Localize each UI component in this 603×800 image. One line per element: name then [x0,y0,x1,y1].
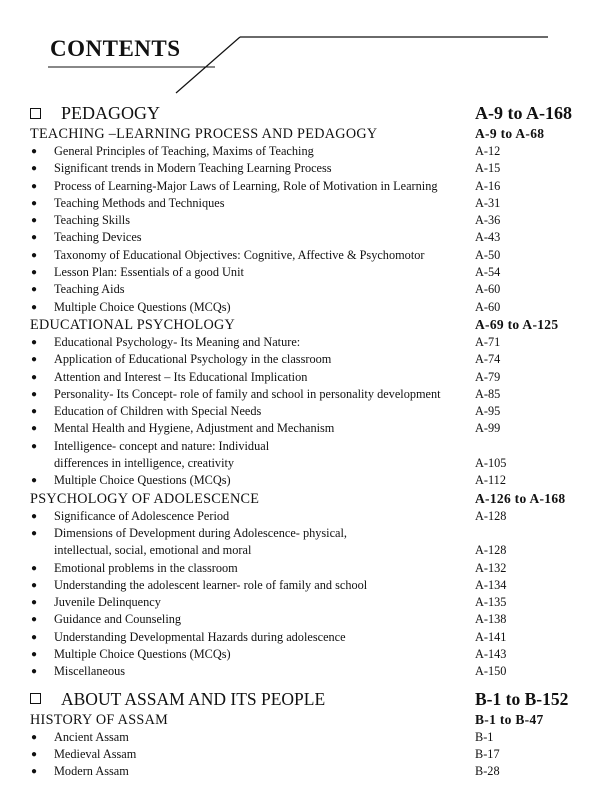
toc-item-line: intellectual, social, emotional and moral [54,543,252,558]
toc-item-page: A-112 [475,473,506,488]
toc-item[interactable] [30,212,575,229]
toc-item-line: Medieval Assam [54,746,137,761]
toc-item-text [54,178,475,195]
toc-item-text [54,729,475,746]
toc-item-page: A-128 [475,543,507,558]
part-title: PEDAGOGY [61,103,160,123]
toc-item[interactable] [30,646,575,663]
toc-item-line: Education of Children with Special Needs [54,404,262,419]
toc-item[interactable] [30,729,575,746]
toc-item[interactable] [30,472,575,489]
toc-item-line: differences in intelligence, creativity [54,456,235,471]
bullet-icon: ● [31,423,38,435]
toc-item-page: A-15 [475,161,501,176]
toc-item[interactable] [30,264,575,281]
bullet-icon: ● [31,406,38,418]
toc-item-left [30,369,475,386]
toc-item[interactable] [30,247,575,264]
section-page-range: A-9 to A-68 [475,126,545,141]
toc-item-line: Understanding Developmental Hazards during adolescence [54,629,346,644]
toc-item-left [30,438,475,473]
toc-item-text [54,560,475,577]
table-of-contents [30,101,575,781]
toc-item-line: Mental Health and Hygiene, Adjustment and Mechanism [54,421,335,436]
toc-item-line: Taxonomy of Educational Objectives: Cognitive, Affective & Psychomotor [54,247,425,262]
toc-item-left [30,143,475,160]
toc-item-page: A-74 [475,352,501,367]
toc-item-left [30,247,475,264]
bullet-icon: ● [31,510,38,522]
toc-item-page: A-135 [475,595,507,610]
toc-item[interactable] [30,351,575,368]
toc-item-text [54,299,475,316]
bullet-icon: ● [31,748,38,760]
toc-item[interactable] [30,334,575,351]
part-page-range: A-9 to A-168 [475,103,572,123]
toc-item-page: A-50 [475,247,501,262]
toc-item-text [54,195,475,212]
toc-item[interactable] [30,438,575,473]
toc-item-line: Teaching Skills [54,213,130,228]
toc-item-left [30,178,475,195]
toc-item[interactable] [30,403,575,420]
toc-item-text [54,594,475,611]
toc-item-text [54,264,475,281]
toc-item-left [30,195,475,212]
toc-item-left [30,525,475,560]
toc-item-text [54,386,475,403]
toc-item-left [30,212,475,229]
bullet-icon: ● [31,440,38,452]
part-title: ABOUT ASSAM AND ITS PEOPLE [61,688,326,709]
toc-item-text [54,508,475,525]
toc-item-line: Significance of Adolescence Period [54,508,230,523]
toc-item-page: A-85 [475,386,501,401]
bullet-icon: ● [31,766,38,778]
section-heading[interactable] [30,711,575,729]
toc-item-left [30,351,475,368]
toc-item-line: Significant trends in Modern Teaching Learning Process [54,161,332,176]
part-heading[interactable] [30,687,575,711]
toc-item-line: Educational Psychology- Its Meaning and Nature: [54,334,301,349]
toc-item-left [30,472,475,489]
toc-item[interactable] [30,508,575,525]
toc-item-line: Intelligence- concept and nature: Individual [54,438,270,453]
toc-item-left [30,629,475,646]
page-title: CONTENTS [50,36,181,61]
toc-item[interactable] [30,178,575,195]
toc-item[interactable] [30,663,575,680]
bullet-icon: ● [31,215,38,227]
section-heading[interactable] [30,490,575,508]
bullet-icon: ● [31,232,38,244]
toc-item-line: Understanding the adolescent learner- role of family and school [54,577,368,592]
toc-item-line: Personality- Its Concept- role of family and school in personality development [54,386,441,401]
toc-item-left [30,403,475,420]
toc-item-page: A-134 [475,577,507,592]
toc-item-text [54,420,475,437]
toc-item-line: Modern Assam [54,764,129,779]
toc-item-line: Teaching Devices [54,230,142,245]
toc-item-page: A-143 [475,647,507,662]
toc-item-left [30,729,475,746]
toc-item-line: Process of Learning-Major Laws of Learning, Role of Motivation in Learning [54,178,438,193]
toc-item-line: Miscellaneous [54,664,126,679]
toc-item-text [54,247,475,264]
toc-item-text [54,229,475,246]
section-page-range: A-69 to A-125 [475,316,559,332]
toc-item-page: B-28 [475,764,500,779]
toc-item-left [30,577,475,594]
toc-item[interactable] [30,420,575,437]
checkbox-square-icon [30,693,41,704]
checkbox-square-icon [30,108,41,119]
toc-item-left [30,763,475,780]
toc-item-page: A-60 [475,299,501,314]
toc-item-left [30,160,475,177]
section-title: EDUCATIONAL PSYCHOLOGY [30,316,236,333]
bullet-icon: ● [31,354,38,366]
bullet-icon: ● [31,301,38,313]
toc-item-text [54,369,475,386]
toc-item-line: Dimensions of Development during Adolescence- physical, [54,525,348,540]
toc-item-left [30,229,475,246]
toc-item-text [54,403,475,420]
toc-item-page: A-132 [475,560,507,575]
toc-item-text [54,611,475,628]
toc-item-text [54,212,475,229]
section-heading[interactable] [30,316,575,334]
toc-item[interactable] [30,763,575,780]
toc-item[interactable] [30,143,575,160]
bullet-icon: ● [31,666,38,678]
toc-item-left [30,281,475,298]
toc-item[interactable] [30,160,575,177]
toc-item-line: Teaching Methods and Techniques [54,195,225,210]
toc-item-page: A-150 [475,664,507,679]
toc-item[interactable] [30,369,575,386]
toc-item-left [30,334,475,351]
section-title: HISTORY OF ASSAM [30,711,169,728]
bullet-icon: ● [31,249,38,261]
toc-item-page: A-138 [475,612,507,627]
toc-item-line: Guidance and Counseling [54,612,182,627]
toc-item-line: Teaching Aids [54,282,125,297]
toc-item-text [54,577,475,594]
toc-item-page: A-60 [475,282,501,297]
toc-item-left [30,594,475,611]
bullet-icon: ● [31,579,38,591]
toc-item-text [54,472,475,489]
bullet-icon: ● [31,267,38,279]
toc-item-line: Attention and Interest – Its Educational Implication [54,369,308,384]
part-page-range: B-1 to B-152 [475,688,569,709]
toc-item-text [54,160,475,177]
bullet-icon: ● [31,197,38,209]
toc-item-page: B-1 [475,729,494,744]
toc-item-line: Juvenile Delinquency [54,595,161,610]
toc-item-left [30,420,475,437]
toc-item[interactable] [30,281,575,298]
toc-item-page: A-128 [475,508,507,523]
section-page-range: A-126 to A-168 [475,490,566,506]
toc-item-left [30,264,475,281]
toc-item-text [54,334,475,351]
toc-item-text [54,629,475,646]
bullet-icon: ● [31,527,38,539]
bullet-icon: ● [31,631,38,643]
bullet-icon: ● [31,597,38,609]
part-heading[interactable] [30,101,575,125]
toc-item[interactable] [30,577,575,594]
bullet-icon: ● [31,180,38,192]
toc-item-line: Lesson Plan: Essentials of a good Unit [54,265,244,280]
toc-item-line: Multiple Choice Questions (MCQs) [54,647,231,662]
toc-item-left [30,611,475,628]
part-heading-left [30,687,325,711]
bullet-icon: ● [31,562,38,574]
toc-item-page: A-12 [475,144,501,158]
toc-item-page: A-95 [475,404,501,419]
toc-item-page: A-79 [475,369,501,384]
toc-item-left [30,386,475,403]
header-rule [0,0,603,100]
toc-item-text [54,763,475,780]
bullet-icon: ● [31,649,38,661]
section-page-range: B-1 to B-47 [475,711,544,727]
toc-item-text [54,281,475,298]
toc-item-page: A-141 [475,629,507,644]
toc-item-left [30,746,475,763]
section-title: PSYCHOLOGY OF ADOLESCENCE [30,490,260,507]
toc-item-line: Emotional problems in the classroom [54,560,238,575]
toc-item-left [30,299,475,316]
toc-item-text [54,351,475,368]
toc-item-text [54,646,475,663]
part-heading-left [30,101,160,125]
toc-item-page: A-43 [475,230,501,245]
toc-item-page: A-105 [475,456,507,471]
bullet-icon: ● [31,163,38,175]
toc-item-text [54,746,475,763]
bullet-icon: ● [31,475,38,487]
toc-item[interactable] [30,386,575,403]
contents-header [0,0,603,100]
bullet-icon: ● [31,284,38,296]
toc-item-page: A-31 [475,195,501,210]
toc-item-page: A-36 [475,213,501,228]
toc-item-text [54,143,475,160]
toc-item[interactable] [30,229,575,246]
toc-item[interactable] [30,525,575,560]
toc-item[interactable] [30,611,575,628]
toc-item-page: A-71 [475,334,501,349]
header-rule-diagonal [176,37,240,93]
bullet-icon: ● [31,146,38,157]
bullet-icon: ● [31,371,38,383]
toc-item-line: Multiple Choice Questions (MCQs) [54,473,231,488]
toc-item-left [30,560,475,577]
bullet-icon: ● [31,388,38,400]
bullet-icon: ● [31,336,38,348]
toc-item-text [54,663,475,680]
toc-item-line: General Principles of Teaching, Maxims of Teaching [54,144,314,158]
toc-item-line: Ancient Assam [54,729,129,744]
toc-item[interactable] [30,594,575,611]
toc-item-line: Multiple Choice Questions (MCQs) [54,299,231,314]
toc-item-left [30,508,475,525]
toc-item[interactable] [30,299,575,316]
toc-item-line: Application of Educational Psychology in the classroom [54,352,332,367]
toc-item-page: A-54 [475,265,501,280]
bullet-icon: ● [31,731,38,743]
toc-item-page: B-17 [475,746,500,761]
toc-item[interactable] [30,629,575,646]
toc-item-text [54,525,475,560]
section-heading[interactable] [30,125,575,143]
section-title: TEACHING –LEARNING PROCESS AND PEDAGOGY [30,126,378,142]
bullet-icon: ● [31,614,38,626]
toc-item-left [30,646,475,663]
toc-item[interactable] [30,195,575,212]
toc-item-text [54,438,475,473]
toc-item-page: A-99 [475,421,501,436]
toc-item[interactable] [30,560,575,577]
toc-item-left [30,663,475,680]
toc-item[interactable] [30,746,575,763]
toc-item-page: A-16 [475,178,501,193]
